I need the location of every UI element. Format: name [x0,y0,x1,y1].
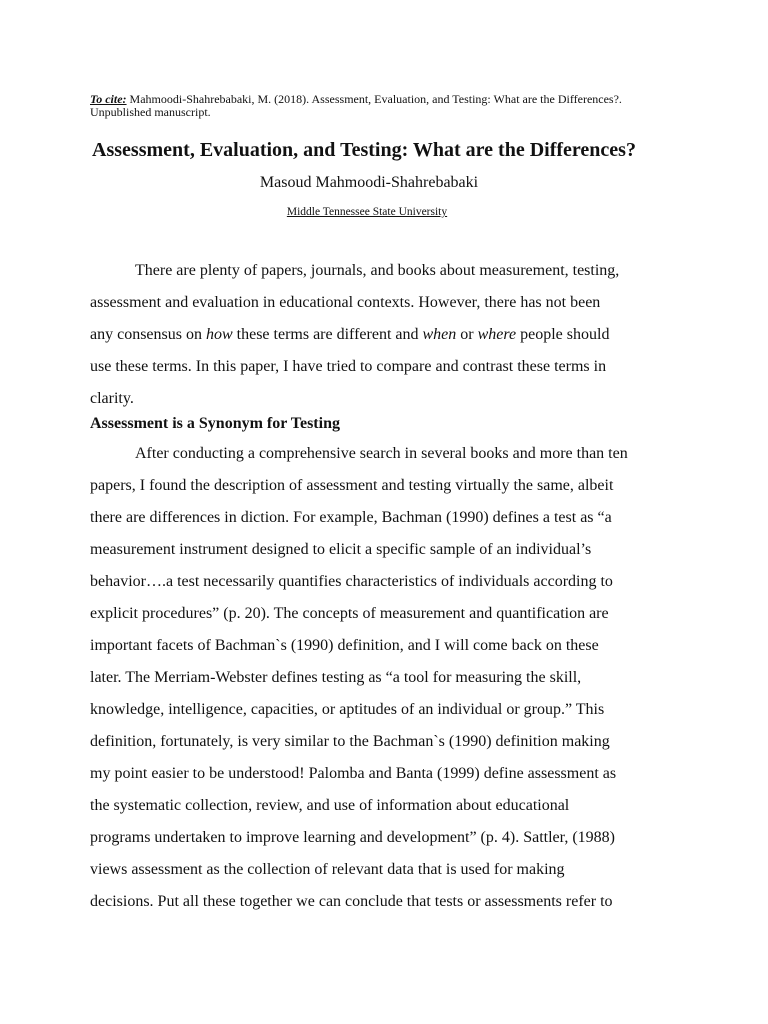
citation-line-2: Unpublished manuscript. [90,105,211,119]
body-line: behavior….a test necessarily quantifies characteristics of individuals according to [90,573,613,590]
emphasis-where: where [477,326,517,343]
body-line: views assessment as the collection of relevant data that is used for making [90,861,565,878]
intro-text: or [456,326,478,343]
author-affiliation: Middle Tennessee State University [286,206,448,218]
intro-text: people should [516,326,610,343]
body-line: papers, I found the description of assessment and testing virtually the same, albeit [90,477,614,494]
intro-line-2: assessment and evaluation in educational contexts. However, there has not been [90,294,601,311]
intro-text: these terms are different and [232,326,423,343]
emphasis-when: when [422,326,457,343]
citation-block [90,93,690,119]
intro-line-1: There are plenty of papers, journals, and books about measurement, testing, [135,262,620,279]
citation-label: To cite: [90,92,127,106]
body-line: decisions. Put all these together we can conclude that tests or assessments refer to [90,893,613,910]
body-line: measurement instrument designed to elicit a specific sample of an individual’s [90,541,592,558]
intro-line-5: clarity. [90,390,134,407]
citation-text: Mahmoodi-Shahrebabaki, M. (2018). Assessment, Evaluation, and Testing: What are the Differences?. [126,92,622,106]
body-paragraph [90,438,680,918]
body-line: important facets of Bachman`s (1990) definition, and I will come back on these [90,637,599,654]
emphasis-how: how [205,326,233,343]
body-line: the systematic collection, review, and use of information about educational [90,797,570,814]
document-title: Assessment, Evaluation, and Testing: What are the Differences? [92,139,636,161]
body-line: knowledge, intelligence, capacities, or aptitudes of an individual or group.” This [90,701,605,718]
body-line: later. The Merriam-Webster defines testing as “a tool for measuring the skill, [90,669,582,686]
body-line: definition, fortunately, is very similar to the Bachman`s (1990) definition making [90,733,610,750]
body-line: After conducting a comprehensive search in several books and more than ten [135,445,628,462]
section-heading: Assessment is a Synonym for Testing [90,415,340,432]
body-line: programs undertaken to improve learning and development” (p. 4). Sattler, (1988) [90,829,615,846]
intro-text: any consensus on [90,326,206,343]
author-name: Masoud Mahmoodi-Shahrebabaki [259,174,479,191]
intro-paragraph [90,255,680,415]
body-line: explicit procedures” (p. 20). The concepts of measurement and quantification are [90,605,609,622]
intro-line-4: use these terms. In this paper, I have tried to compare and contrast these terms in [90,358,607,375]
intro-line-3 [90,319,680,351]
body-line: there are differences in diction. For example, Bachman (1990) defines a test as “a [90,509,612,526]
body-line: my point easier to be understood! Palomba and Banta (1999) define assessment as [90,765,617,782]
